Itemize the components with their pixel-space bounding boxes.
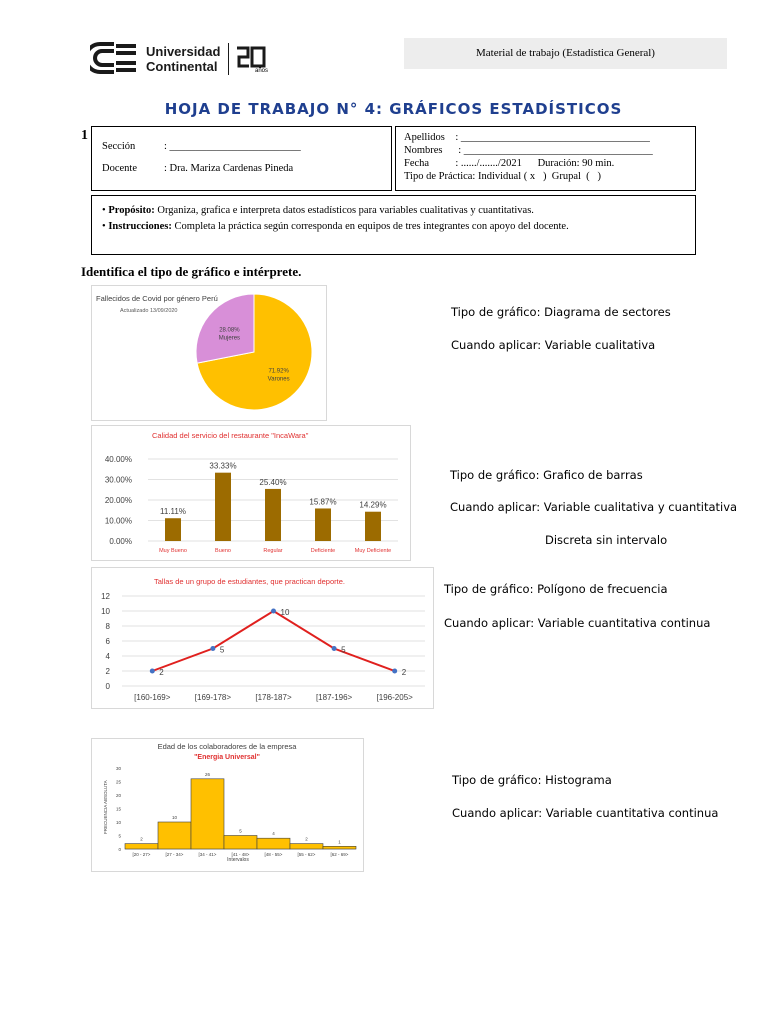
fecha-field: Fecha : ....../......./2021 Duración: 90 min. [404,158,615,169]
line-y-tick-label: 0 [105,682,110,691]
pie-slice-label: Mujeres [218,335,241,342]
anniversary-20-icon [235,44,267,70]
hist-category-label: [34 - 41> [198,852,217,857]
hist-y-tick-label: 10 [115,820,121,825]
pie-value-label: 71.92% [268,368,289,375]
line-value-label: 2 [401,668,407,677]
histogram-bar-4 [224,836,257,850]
seccion-value: : _________________________ [164,141,301,152]
hist-value-label: 10 [171,815,178,820]
line-value-label: 5 [219,645,225,655]
docente-value: : Dra. Mariza Cardenas Pineda [164,163,294,174]
histogram-bar-6 [290,844,323,849]
purpose-box [91,195,696,255]
pie-slice-label: Varones [267,376,290,383]
line-category-label: [196-205> [376,693,413,702]
line-value-label: 5 [341,645,346,655]
nombres-field: Nombres : ____________________________________ [404,145,653,156]
line-category-label: [187-196> [315,693,353,702]
bar-category-label: Muy Bueno [159,548,187,554]
bar-value-label: 33.33% [209,461,237,471]
instrucciones-text: Completa la práctica según corresponda en equipos de tres integrantes con apoyo del docente. [171,221,569,232]
bar-3 [265,489,281,541]
university-logo [90,41,270,77]
proposito-text: Organiza, grafica e interpreta datos estadísticos para variables cualitativas y cuantitativas. [154,205,534,216]
bar-value-label: 14.29% [359,500,387,510]
hist-category-label: [62 - 69> [330,852,349,857]
hist-y-tick-label: 15 [115,806,121,812]
pie-chart [92,286,326,420]
histogram-title: Edad de los colaboradores de la empresa [157,742,297,751]
bar-value-label: 11.11% [160,507,186,517]
bar-chart-frame [91,425,411,561]
hist-value-label: 4 [272,831,275,837]
line-y-tick-label: 4 [105,652,110,661]
histogram-bar-2 [158,822,191,849]
pie-value-label: 28.08% [219,327,240,334]
bar-y-tick-label: 10.00% [104,516,132,526]
proposito-label: Propósito: [108,205,155,216]
page-title: HOJA DE TRABAJO N° 4: GRÁFICOS ESTADÍSTICOS [164,100,623,118]
bar-1 [165,518,181,541]
line-point-1 [150,669,155,674]
answer-1-tipo: Tipo de gráfico: Diagrama de sectores [451,305,671,319]
answer-3-tipo: Tipo de gráfico: Polígono de frecuencia [444,582,668,596]
hist-value-label: 26 [204,771,211,777]
line-chart-title: Tallas de un grupo de estudiantes, que practican deporte. [154,577,345,586]
line-category-label: [178-187> [255,693,292,702]
answer-2-tipo: Tipo de gráfico: Grafico de barras [450,468,643,482]
hist-value-label: 5 [239,828,242,834]
line-y-tick-label: 8 [105,622,110,631]
bar-y-tick-label: 20.00% [104,496,132,505]
bar-category-label: Muy Deficiente [354,548,392,554]
bar-value-label: 15.87% [309,497,337,507]
answer-2-extra: Discreta sin intervalo [545,533,668,547]
bar-category-label: Deficiente [310,548,336,554]
hist-y-tick-label: 30 [115,766,121,771]
answer-2-cuando: Cuando aplicar: Variable cualitativa y cuantitativa [450,500,738,514]
histogram-chart [92,739,363,871]
bar-category-label: Regular [263,548,283,554]
line-y-tick-label: 6 [105,637,110,646]
histogram-bar-7 [323,846,356,849]
answer-1-cuando: Cuando aplicar: Variable cualitativa [451,338,656,352]
material-header: Material de trabajo (Estadística General) [404,38,727,69]
hist-y-tick-label: 25 [115,779,121,785]
docente-label: Docente [102,163,137,174]
hist-category-label: [20 - 27> [132,852,151,857]
seccion-label: Sección [102,141,136,152]
line-value-label: 10 [280,608,290,617]
bar-chart-title: Calidad del servicio del restaurante "IncaWara" [152,431,309,440]
line-point-2 [210,646,215,651]
bar-4 [315,508,331,541]
proposito-line: • Propósito: Organiza, grafica e interpreta datos estadísticos para variables cualitativas y cuantitativas. [102,205,534,216]
instrucciones-line: • Instrucciones: Completa la práctica según corresponda en equipos de tres integrantes con apoyo del docente. [102,221,569,232]
line-chart-frame [91,567,434,709]
instrucciones-label: Instrucciones: [108,221,172,232]
pie-chart-frame [91,285,327,421]
histogram-bar-1 [125,844,158,849]
line-y-tick-label: 10 [101,607,110,616]
answer-4-tipo: Tipo de gráfico: Histograma [452,773,612,787]
line-value-label: 2 [159,668,164,677]
university-logo-icon [90,41,138,77]
logo-divider [228,43,229,75]
bar-y-tick-label: 40.00% [104,455,132,464]
histogram-ylabel: FRECUENCIA ABSOLUTA [103,780,108,834]
bar-5 [365,512,381,541]
university-name-line1: Universidad [146,44,221,59]
years-label: años [255,68,269,74]
hist-category-label: [41 - 48> [231,852,250,857]
section-number: 1 [81,128,88,143]
instruction-heading: Identifica el tipo de gráfico e intérprete. [81,264,302,279]
hist-category-label: [27 - 34> [165,852,184,857]
bar-chart [92,426,410,560]
histogram-bar-3 [191,779,224,849]
hist-value-label: 1 [338,839,341,845]
university-name-line2: Continental [146,59,218,74]
hist-y-tick-label: 0 [118,847,121,852]
bar-category-label: Bueno [215,548,231,554]
hist-value-label: 2 [305,836,308,842]
line-y-tick-label: 12 [101,592,110,601]
hist-y-tick-label: 5 [118,833,121,839]
bar-value-label: 25.40% [259,477,287,487]
hist-y-tick-label: 20 [115,793,121,798]
line-category-label: [160-169> [134,693,171,702]
tipo-practica-field: Tipo de Práctica: Individual ( x ) Grupal ( ) [404,171,602,182]
frequency-polygon-chart [92,568,433,708]
hist-category-label: [55 - 62> [297,852,316,857]
bar-y-tick-label: 30.00% [104,475,132,485]
histogram-bar-5 [257,838,290,849]
line-point-4 [332,646,337,651]
histogram-frame [91,738,364,872]
histogram-xlabel: Intervalos [227,857,249,863]
line-y-tick-label: 2 [105,667,110,676]
pie-chart-title: Fallecidos de Covid por género Perú [96,294,218,303]
apellidos-field: Apellidos : ____________________________________ [404,132,650,143]
histogram-subtitle: "Energia Universal" [194,754,260,761]
line-point-3 [271,609,276,614]
line-point-5 [392,669,397,674]
pie-chart-subtitle: Actualizado 13/09/2020 [120,308,178,314]
bar-y-tick-label: 0.00% [109,537,132,546]
info-box-left [91,126,392,191]
bar-2 [215,473,231,541]
info-box-right [395,126,696,191]
answer-3-cuando: Cuando aplicar: Variable cuantitativa continua [444,616,711,630]
answer-4-cuando: Cuando aplicar: Variable cuantitativa continua [452,806,719,820]
line-category-label: [169-178> [194,693,232,702]
hist-category-label: [48 - 55> [264,852,283,857]
hist-value-label: 2 [140,836,143,842]
